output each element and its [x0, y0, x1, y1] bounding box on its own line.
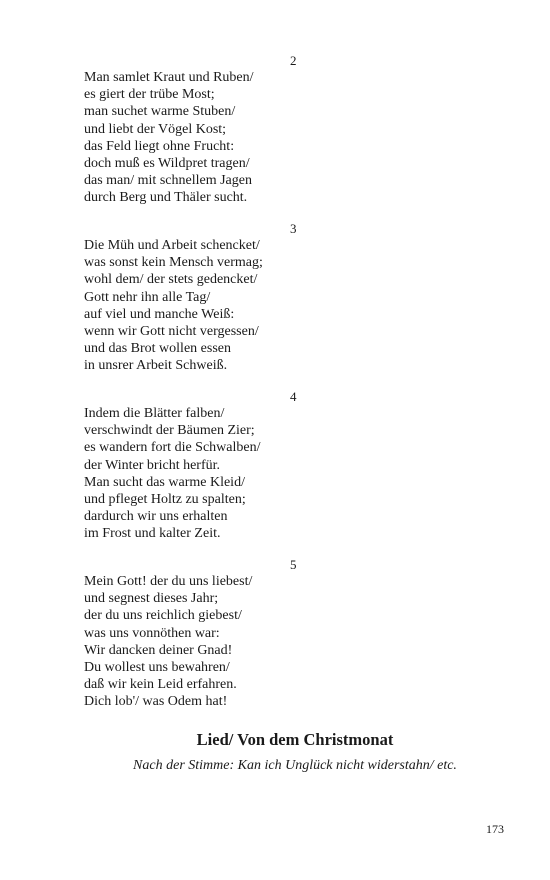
verse-line: Du wollest uns bewahren/ [84, 660, 230, 676]
verse-line: auf viel und manche Weiß: [84, 306, 235, 322]
verse-line: das man/ mit schnellem Jagen [84, 173, 252, 189]
stanza-number: 4 [290, 389, 297, 404]
verse-line: durch Berg und Thäler sucht. [84, 190, 248, 206]
song-title: Lied/ Von dem Christmonat [196, 730, 394, 749]
verse-line: doch muß es Wildpret tragen/ [84, 156, 250, 172]
stanza-lines [84, 237, 263, 375]
verse-line: was sonst kein Mensch vermag; [84, 255, 263, 271]
verse-line: Indem die Blätter falben/ [84, 406, 225, 421]
verse-line: man suchet warme Stuben/ [84, 104, 236, 120]
verse-line: verschwindt der Bäumen Zier; [84, 423, 255, 439]
stanza-number: 3 [290, 221, 297, 236]
verse-line: Dich lob'/ was Odem hat! [84, 694, 228, 710]
verse-line: Man samlet Kraut und Ruben/ [84, 70, 254, 85]
verse-line: im Frost und kalter Zeit. [84, 526, 221, 542]
verse-line: der Winter bricht herfür. [84, 457, 221, 473]
verse-line: Mein Gott! der du uns liebest/ [84, 574, 253, 589]
verse-line: in unsrer Arbeit Schweiß. [84, 358, 228, 374]
verse-line: das Feld liegt ohne Frucht: [84, 138, 235, 154]
verse-line: daß wir kein Leid erfahren. [84, 677, 237, 693]
verse-line: es giert der trübe Most; [84, 87, 215, 103]
verse-line: was uns vonnöthen war: [84, 625, 220, 641]
verse-line: Gott nehr ihn alle Tag/ [84, 289, 211, 305]
verse-line: und liebt der Vögel Kost; [84, 121, 227, 137]
stanza-number: 2 [290, 53, 297, 68]
stanza-lines [84, 69, 254, 207]
verse-line: der du uns reichlich giebest/ [84, 608, 242, 624]
verse-line: und segnest dieses Jahr; [84, 591, 219, 607]
verse-line: Wir dancken deiner Gnad! [84, 642, 233, 658]
verse-line: es wandern fort die Schwalben/ [84, 440, 261, 456]
verse-line: Man sucht das warme Kleid/ [84, 474, 245, 490]
verse-line: dardurch wir uns erhalten [84, 509, 228, 525]
song-subtitle: Nach der Stimme: Kan ich Unglück nicht widerstahn/ etc. [133, 758, 457, 773]
verse-line: und pfleget Holtz zu spalten; [84, 492, 246, 508]
verse-line: wohl dem/ der stets gedencket/ [84, 272, 258, 288]
verse-line: wenn wir Gott nicht vergessen/ [84, 324, 259, 340]
verse-line: Die Müh und Arbeit schencket/ [84, 238, 260, 253]
verse-line: und das Brot wollen essen [84, 341, 231, 357]
page-number: 173 [486, 822, 504, 836]
stanza-number: 5 [290, 557, 297, 572]
stanza-lines [84, 405, 261, 543]
stanza-lines [84, 573, 252, 711]
